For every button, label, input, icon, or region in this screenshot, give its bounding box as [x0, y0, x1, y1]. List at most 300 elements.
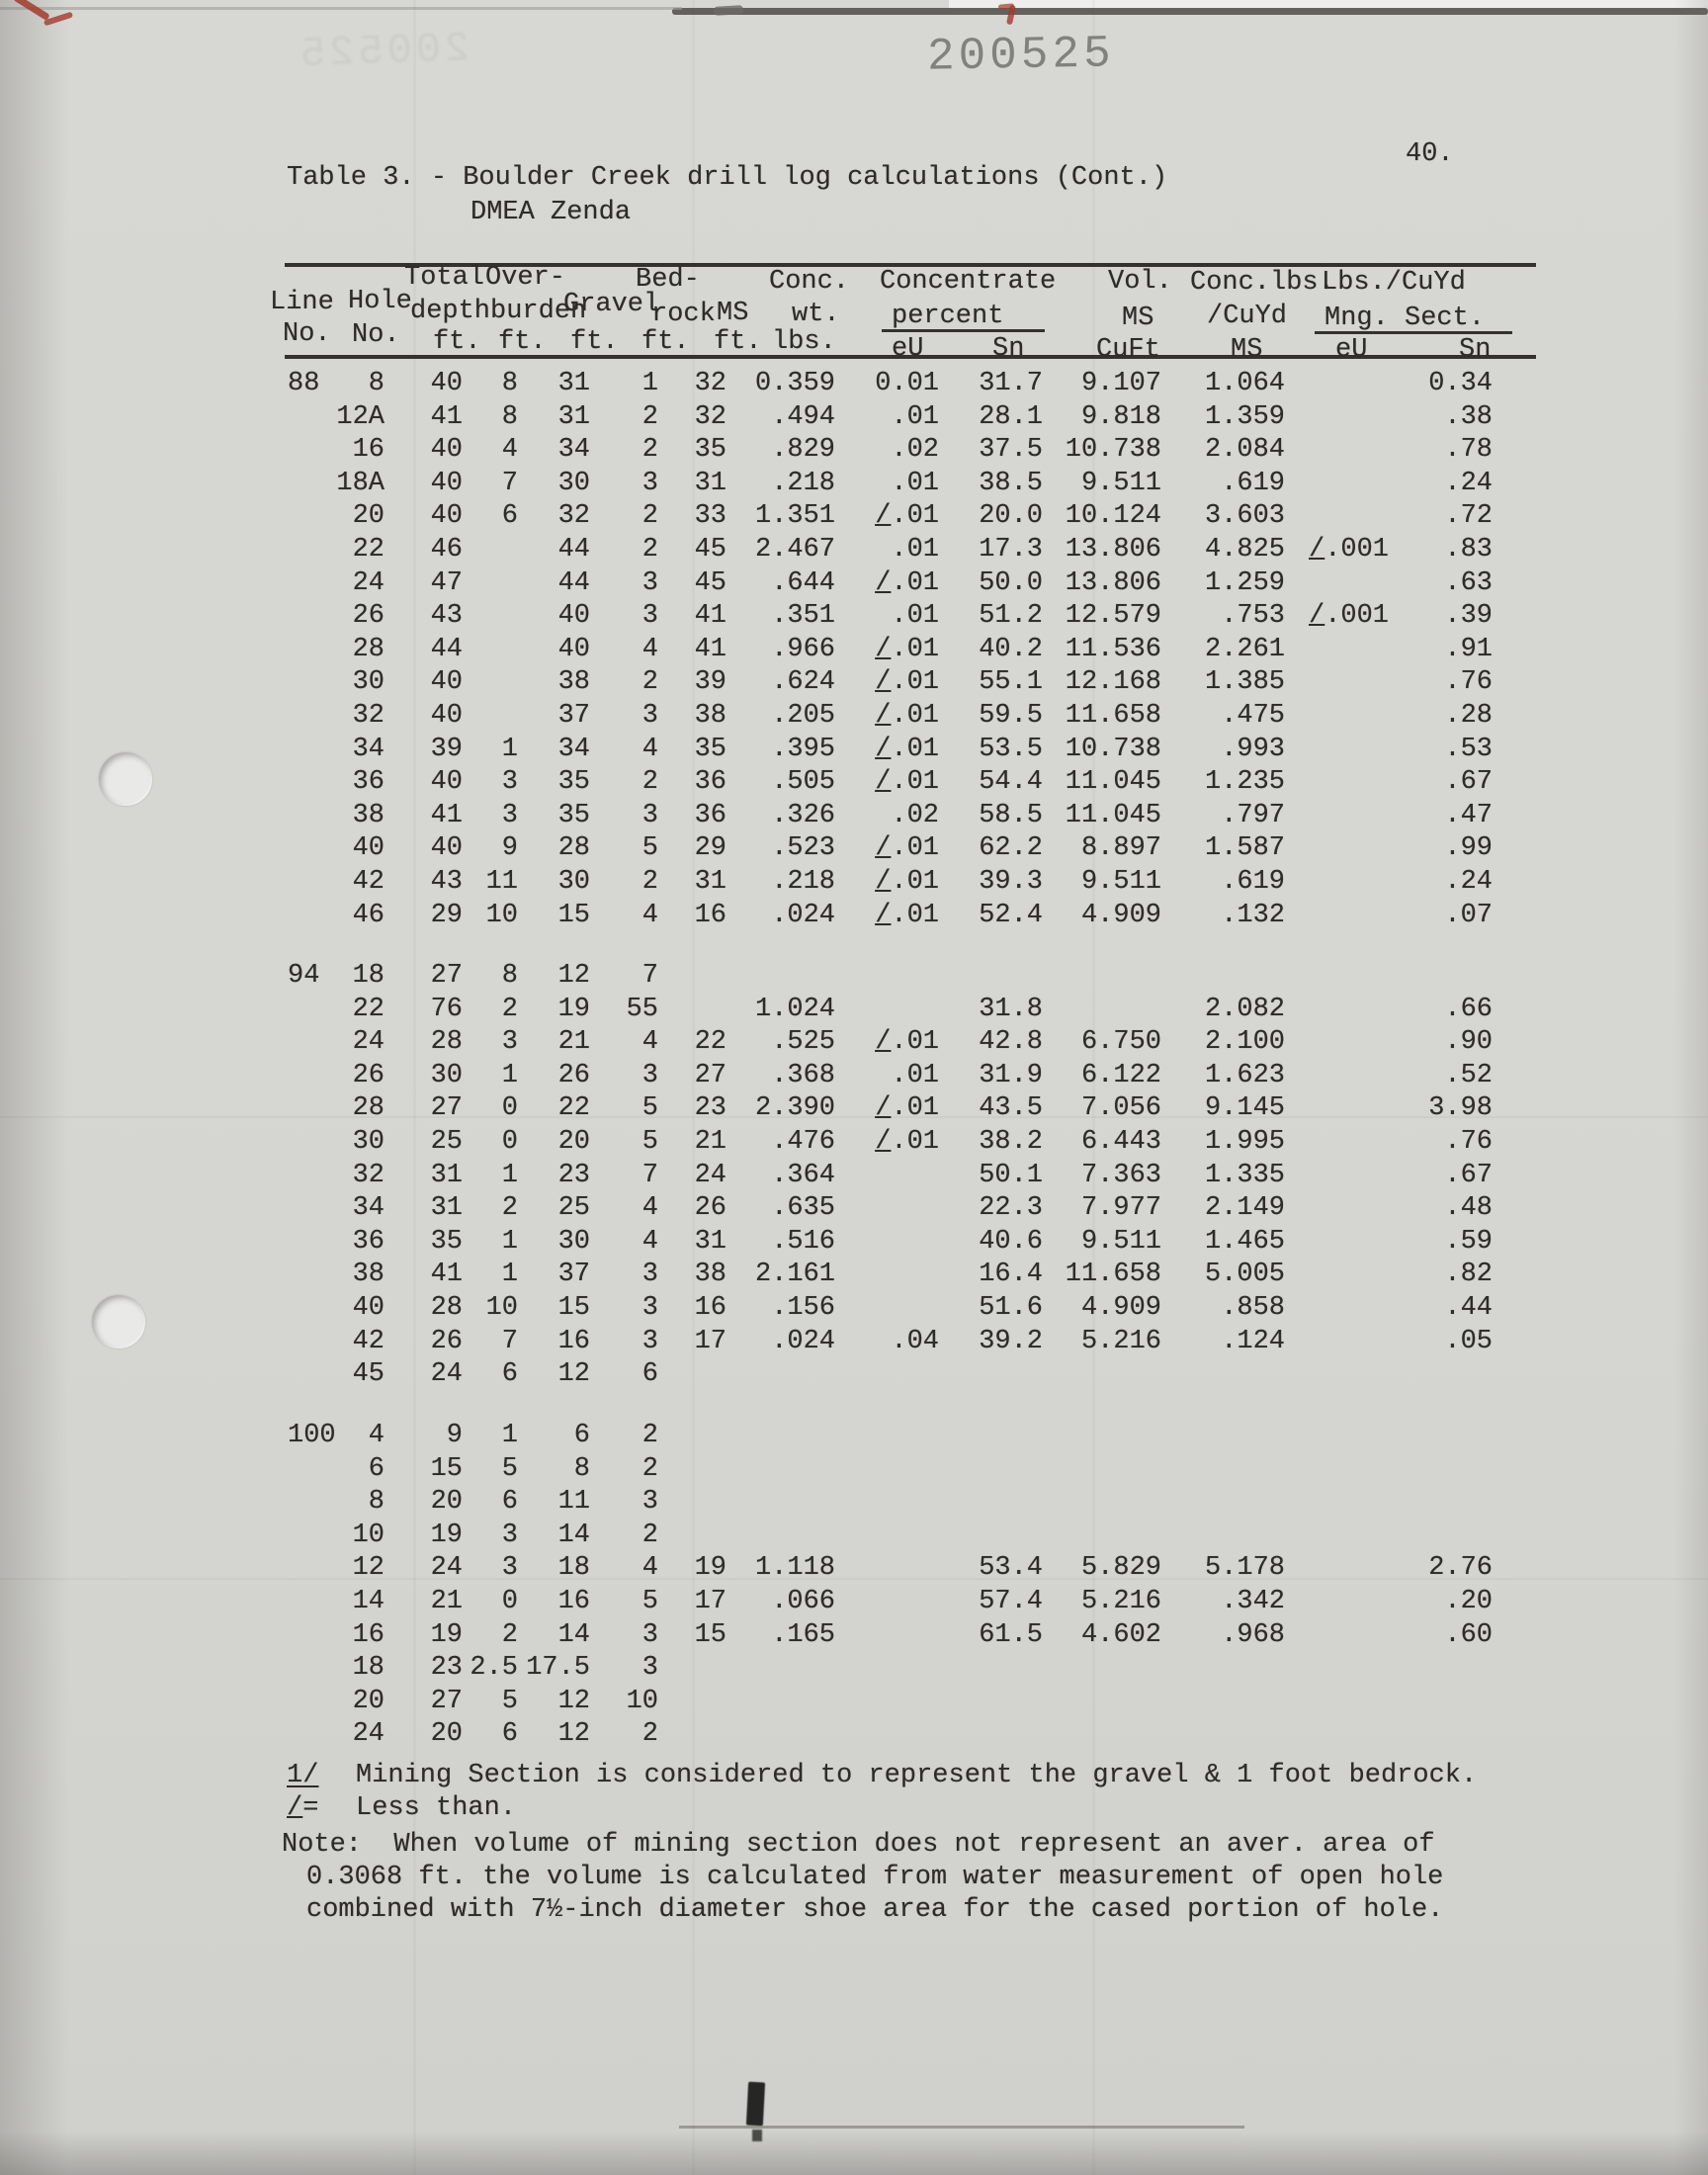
- cell: 20: [352, 501, 384, 532]
- table-row: [0, 734, 1708, 767]
- cell: .59: [1444, 1226, 1493, 1257]
- cell: 9.145: [1204, 1093, 1285, 1124]
- footnote-2-text: Less than.: [356, 1793, 517, 1823]
- cell: 28: [352, 1093, 384, 1124]
- cell: .72: [1444, 501, 1493, 532]
- cell: 3: [501, 1520, 518, 1550]
- col-header-conc: Conc.: [769, 267, 850, 297]
- cell: 16: [557, 1326, 590, 1356]
- cell: .24: [1444, 867, 1493, 897]
- cell: 21: [557, 1027, 590, 1058]
- cell: 20: [430, 1719, 463, 1750]
- cell: 5: [641, 1127, 658, 1157]
- cell: 18: [352, 961, 384, 991]
- cell: 10: [485, 1293, 518, 1323]
- cell: .968: [1221, 1619, 1285, 1650]
- cell: 12.579: [1065, 601, 1161, 632]
- table-row: [0, 1420, 1708, 1453]
- cell: 44: [430, 634, 463, 664]
- cell: 25: [557, 1193, 590, 1224]
- cell: 16.4: [979, 1260, 1043, 1290]
- cell: 3: [501, 1553, 518, 1584]
- cell: 34: [352, 734, 384, 764]
- table-subtitle: DMEA Zenda: [470, 198, 632, 227]
- cell: 4.602: [1080, 1619, 1161, 1650]
- cell: 34: [557, 734, 590, 764]
- cell: 6: [501, 1719, 518, 1750]
- cell: 0: [501, 1093, 518, 1124]
- cell: 2: [641, 1453, 658, 1484]
- cell: 41: [430, 800, 463, 830]
- cell: 40: [557, 601, 590, 632]
- cell: 39.2: [979, 1326, 1043, 1356]
- cell: 37: [557, 1260, 590, 1290]
- cell: 4: [641, 1027, 658, 1058]
- cell: 33: [694, 501, 726, 532]
- cell: 2.149: [1204, 1193, 1285, 1224]
- col-header-sn-mng: Sn: [1459, 335, 1492, 365]
- cell: 40.2: [979, 634, 1043, 664]
- cell: .01: [891, 535, 939, 565]
- cell: 12.168: [1065, 667, 1161, 698]
- cell: /.01: [875, 1127, 939, 1157]
- cell: 3: [641, 1293, 658, 1323]
- col-header-line: Line: [270, 288, 334, 317]
- cell: 24: [430, 1359, 463, 1390]
- cell: /.01: [875, 900, 939, 930]
- cell: .326: [771, 800, 835, 830]
- cell: 25: [430, 1127, 463, 1157]
- cell: .395: [771, 734, 835, 764]
- cell: 31: [557, 401, 590, 432]
- cell: 18: [557, 1553, 590, 1584]
- cell: .28: [1444, 701, 1493, 731]
- cell: 20: [430, 1487, 463, 1518]
- cell: 2: [641, 1719, 658, 1750]
- cell: 12: [352, 1553, 384, 1584]
- cell: 30: [557, 867, 590, 897]
- cell: 14: [557, 1520, 590, 1550]
- cell: 1.118: [754, 1553, 835, 1584]
- table-row: [0, 634, 1708, 667]
- col-header-concentrate: Concentrate: [880, 267, 1057, 297]
- cell: 50.1: [979, 1160, 1043, 1190]
- cell: 9.511: [1080, 867, 1161, 897]
- cell: 3: [641, 1619, 658, 1650]
- stamp-ghost: 200525: [296, 24, 471, 79]
- cell: 58.5: [979, 800, 1043, 830]
- cell: 16: [352, 435, 384, 466]
- table-row: [0, 1652, 1708, 1686]
- cell: .01: [891, 1060, 939, 1090]
- cell: 4: [641, 1193, 658, 1224]
- cell: .01: [891, 401, 939, 432]
- cell: 2: [641, 767, 658, 798]
- cell: 22: [352, 535, 384, 565]
- cell: 2: [501, 1193, 518, 1224]
- cell: 40: [430, 833, 463, 864]
- cell: 4: [641, 900, 658, 930]
- cell: 6: [368, 1453, 384, 1484]
- cell: 1.385: [1204, 667, 1285, 698]
- col-header-cuft: CuFt: [1096, 335, 1160, 365]
- cell: 7: [641, 1160, 658, 1190]
- cell: 24: [352, 567, 384, 598]
- cell: .165: [771, 1619, 835, 1650]
- cell: 9: [501, 833, 518, 864]
- cell: 30: [430, 1060, 463, 1090]
- cell: /.001: [1308, 601, 1389, 632]
- cell: 24: [352, 1027, 384, 1058]
- cell: .364: [771, 1160, 835, 1190]
- cell: 0: [501, 1127, 518, 1157]
- table-row: [0, 1686, 1708, 1719]
- col-header-depthburden: depthburden: [410, 297, 587, 326]
- cell: 27: [694, 1060, 726, 1090]
- cell: 24: [694, 1160, 726, 1190]
- col-header-hole-no: No.: [352, 320, 400, 350]
- cell: 38: [694, 701, 726, 731]
- cell: 45: [352, 1359, 384, 1390]
- cell: 40.6: [979, 1226, 1043, 1257]
- col-header-ft-gravel: ft.: [570, 327, 619, 357]
- table-row: [0, 1226, 1708, 1260]
- cell: .01: [891, 601, 939, 632]
- cell: 20: [557, 1127, 590, 1157]
- cell: .91: [1444, 634, 1493, 664]
- cell: .505: [771, 767, 835, 798]
- scan-bottom-shadow: [0, 2132, 1708, 2175]
- table-row: [0, 401, 1708, 435]
- cell: .132: [1221, 900, 1285, 930]
- cell: .966: [771, 634, 835, 664]
- cell: 31: [430, 1160, 463, 1190]
- cell: 14: [557, 1619, 590, 1650]
- table-row: [0, 666, 1708, 700]
- cell: .90: [1444, 1027, 1493, 1058]
- cell: 1: [501, 1160, 518, 1190]
- cell: 14: [352, 1587, 384, 1616]
- table-row: [0, 567, 1708, 601]
- table-row: [0, 1552, 1708, 1586]
- cell: /.01: [875, 667, 939, 698]
- cell: 30: [557, 1226, 590, 1257]
- cell: 5: [501, 1453, 518, 1484]
- cell: .67: [1444, 767, 1493, 798]
- cell: 8: [501, 961, 518, 991]
- cell: 40: [352, 1293, 384, 1323]
- cell: 19: [557, 994, 590, 1024]
- cell: .38: [1444, 401, 1493, 432]
- cell: 26: [430, 1326, 463, 1356]
- cell: .99: [1444, 833, 1493, 864]
- cell: 35: [557, 800, 590, 830]
- cell: 35: [694, 734, 726, 764]
- table-title: Table 3. - Boulder Creek drill log calculations (Cont.): [287, 163, 1168, 193]
- cell: 30: [352, 1127, 384, 1157]
- cell: 1.587: [1204, 833, 1285, 864]
- cell: 1: [641, 369, 658, 398]
- cell: .024: [771, 900, 835, 930]
- cell: /.01: [875, 634, 939, 664]
- cell: 11.536: [1065, 634, 1161, 664]
- cell: .156: [771, 1293, 835, 1323]
- cell: 11.045: [1065, 800, 1161, 830]
- cell: 54.4: [979, 767, 1043, 798]
- col-header-eu-percent: eU: [892, 334, 924, 364]
- cell: .66: [1444, 994, 1493, 1024]
- cell: 2.100: [1204, 1027, 1285, 1058]
- cell: 1: [501, 1421, 518, 1450]
- table-row: [0, 368, 1708, 401]
- cell: 1.623: [1204, 1060, 1285, 1090]
- cell: 40: [430, 369, 463, 398]
- cell: 31: [557, 369, 590, 398]
- cell: 40: [430, 667, 463, 698]
- cell: .516: [771, 1226, 835, 1257]
- cell: .218: [771, 867, 835, 897]
- cell: 1.024: [754, 994, 835, 1024]
- cell: 7: [641, 961, 658, 991]
- cell: 10: [485, 900, 518, 930]
- footnote-1-marker: 1/: [287, 1761, 319, 1790]
- document-stamp: 200525: [926, 28, 1116, 83]
- cell: .368: [771, 1060, 835, 1090]
- cell: 23: [694, 1093, 726, 1124]
- cell: 88: [288, 369, 320, 398]
- cell: 35: [694, 435, 726, 466]
- cell: 1: [501, 1260, 518, 1290]
- table-row: [0, 1026, 1708, 1060]
- col-header-ft-overburden: ft.: [498, 327, 547, 357]
- cell: 3: [641, 567, 658, 598]
- cell: 2: [641, 435, 658, 466]
- cell: 28.1: [979, 401, 1043, 432]
- cell: 40: [430, 701, 463, 731]
- cell: 4: [641, 1553, 658, 1584]
- cell: 12: [557, 961, 590, 991]
- cell: .342: [1221, 1587, 1285, 1616]
- col-header-line-no: No.: [283, 319, 331, 349]
- cell: 31: [694, 468, 726, 498]
- cell: 38: [557, 667, 590, 698]
- col-header-ms-cuyd: MS: [1231, 335, 1263, 365]
- cell: 1.995: [1204, 1127, 1285, 1157]
- cell: 32: [694, 401, 726, 432]
- cell: 2: [501, 994, 518, 1024]
- cell: .24: [1444, 468, 1493, 498]
- cell: .797: [1221, 800, 1285, 830]
- cell: 36: [352, 1226, 384, 1257]
- cell: /.01: [875, 1027, 939, 1058]
- cell: 38.5: [979, 468, 1043, 498]
- cell: 35: [430, 1226, 463, 1257]
- cell: .02: [891, 435, 939, 466]
- cell: 52.4: [979, 900, 1043, 930]
- col-header-ms: MS: [717, 299, 749, 328]
- cell: 39.3: [979, 867, 1043, 897]
- cell: 7.056: [1080, 1093, 1161, 1124]
- cell: 4.825: [1204, 535, 1285, 565]
- cell: 5: [641, 1093, 658, 1124]
- table-row: [0, 1586, 1708, 1619]
- cell: .523: [771, 833, 835, 864]
- cell: 17.5: [526, 1653, 590, 1684]
- cell: 3: [641, 1653, 658, 1684]
- cell: 10: [626, 1686, 658, 1716]
- cell: .066: [771, 1587, 835, 1616]
- cell: 18: [352, 1653, 384, 1684]
- cell: 61.5: [979, 1619, 1043, 1650]
- cell: .76: [1444, 1127, 1493, 1157]
- cell: 76: [430, 994, 463, 1024]
- cell: .124: [1221, 1326, 1285, 1356]
- col-header-ft-bedrock: ft.: [641, 327, 690, 357]
- cell: 2: [641, 1520, 658, 1550]
- col-header-per-cuyd: /CuYd: [1207, 302, 1288, 331]
- cell: 11.045: [1065, 767, 1161, 798]
- cell: 9.511: [1080, 468, 1161, 498]
- cell: 12: [557, 1359, 590, 1390]
- cell: 8: [573, 1453, 590, 1484]
- table-row: [0, 1192, 1708, 1226]
- table-row: [0, 1486, 1708, 1520]
- cell: 19: [694, 1553, 726, 1584]
- cell: 8: [368, 1487, 384, 1518]
- table-row: [0, 434, 1708, 468]
- cell: 24: [352, 1719, 384, 1750]
- table-row: [0, 960, 1708, 994]
- cell: 15: [430, 1453, 463, 1484]
- cell: .44: [1444, 1293, 1493, 1323]
- cell: 2.390: [754, 1093, 835, 1124]
- cell: 31: [694, 867, 726, 897]
- cell: 2.082: [1204, 994, 1285, 1024]
- cell: 9.511: [1080, 1226, 1161, 1257]
- cell: 2.467: [754, 535, 835, 565]
- cell: .39: [1444, 601, 1493, 632]
- cell: .67: [1444, 1160, 1493, 1190]
- cell: 32: [352, 1160, 384, 1190]
- cell: 20: [352, 1686, 384, 1716]
- table-row: [0, 468, 1708, 501]
- cell: .494: [771, 401, 835, 432]
- cell: 34: [352, 1193, 384, 1224]
- cell: 11.658: [1065, 701, 1161, 731]
- cell: /.01: [875, 833, 939, 864]
- cell: 2: [641, 401, 658, 432]
- cell: 38: [352, 800, 384, 830]
- cell: 1: [501, 1060, 518, 1090]
- cell: 42: [352, 867, 384, 897]
- cell: 21: [430, 1587, 463, 1616]
- cell: 6: [501, 501, 518, 532]
- table-row: [0, 1520, 1708, 1553]
- cell: 6: [573, 1421, 590, 1450]
- cell: 19: [430, 1520, 463, 1550]
- col-header-over: Over-: [485, 263, 566, 293]
- cell: 55.1: [979, 667, 1043, 698]
- col-header-eu-mng: eU: [1335, 335, 1368, 365]
- cell: 3: [641, 1487, 658, 1518]
- cell: 3.98: [1428, 1093, 1493, 1124]
- cell: 2: [641, 1421, 658, 1450]
- cell: .02: [891, 800, 939, 830]
- cell: 1.359: [1204, 401, 1285, 432]
- cell: 22: [557, 1093, 590, 1124]
- cell: /.01: [875, 701, 939, 731]
- col-header-wt: wt.: [792, 300, 840, 329]
- table-row: [0, 1292, 1708, 1326]
- cell: 26: [352, 601, 384, 632]
- cell: 43: [430, 601, 463, 632]
- cell: .619: [1221, 867, 1285, 897]
- cell: .48: [1444, 1193, 1493, 1224]
- col-header-lbs-cuyd: Lbs./CuYd: [1322, 268, 1466, 298]
- cell: /.001: [1308, 535, 1389, 565]
- cell: .476: [771, 1127, 835, 1157]
- table-row: [0, 700, 1708, 734]
- cell: 42: [352, 1326, 384, 1356]
- cell: 51.2: [979, 601, 1043, 632]
- table-row: [0, 1126, 1708, 1160]
- cell: 16: [557, 1587, 590, 1616]
- cell: 5.829: [1080, 1553, 1161, 1584]
- cell: 4.909: [1080, 1293, 1161, 1323]
- cell: .753: [1221, 601, 1285, 632]
- cell: 1: [501, 1226, 518, 1257]
- cell: .205: [771, 701, 835, 731]
- cell: /.01: [875, 501, 939, 532]
- cell: 59.5: [979, 701, 1043, 731]
- table-row: [0, 800, 1708, 833]
- cell: 3: [501, 800, 518, 830]
- ink-smudge: [714, 5, 743, 16]
- table-row: [0, 500, 1708, 534]
- cell: .83: [1444, 535, 1493, 565]
- cell: .024: [771, 1326, 835, 1356]
- cell: 4: [501, 435, 518, 466]
- cell: .829: [771, 435, 835, 466]
- scan-smudge: [746, 2082, 765, 2127]
- scan-top-edge: [672, 8, 1708, 15]
- cell: 0.01: [875, 369, 939, 398]
- cell: 6: [501, 1359, 518, 1390]
- cell: .993: [1221, 734, 1285, 764]
- cell: .78: [1444, 435, 1493, 466]
- cell: 43.5: [979, 1093, 1043, 1124]
- cell: 17: [694, 1587, 726, 1616]
- cell: 44: [557, 535, 590, 565]
- cell: 38: [694, 1260, 726, 1290]
- footnote-1-text: Mining Section is considered to represent the gravel & 1 foot bedrock.: [356, 1761, 1478, 1790]
- cell: 32: [694, 369, 726, 398]
- col-header-gravel: Gravel: [563, 290, 660, 319]
- cell: 5: [641, 1587, 658, 1616]
- scan-smudge: [752, 2130, 762, 2141]
- cell: .858: [1221, 1293, 1285, 1323]
- cell: 2: [641, 667, 658, 698]
- col-header-percent: percent: [892, 302, 1004, 331]
- cell: 35: [557, 767, 590, 798]
- cell: 3: [501, 767, 518, 798]
- cell: 6.443: [1080, 1127, 1161, 1157]
- cell: 18A: [336, 468, 384, 498]
- cell: 19: [430, 1619, 463, 1650]
- cell: 50.0: [979, 567, 1043, 598]
- cell: 22: [352, 994, 384, 1024]
- cell: .218: [771, 468, 835, 498]
